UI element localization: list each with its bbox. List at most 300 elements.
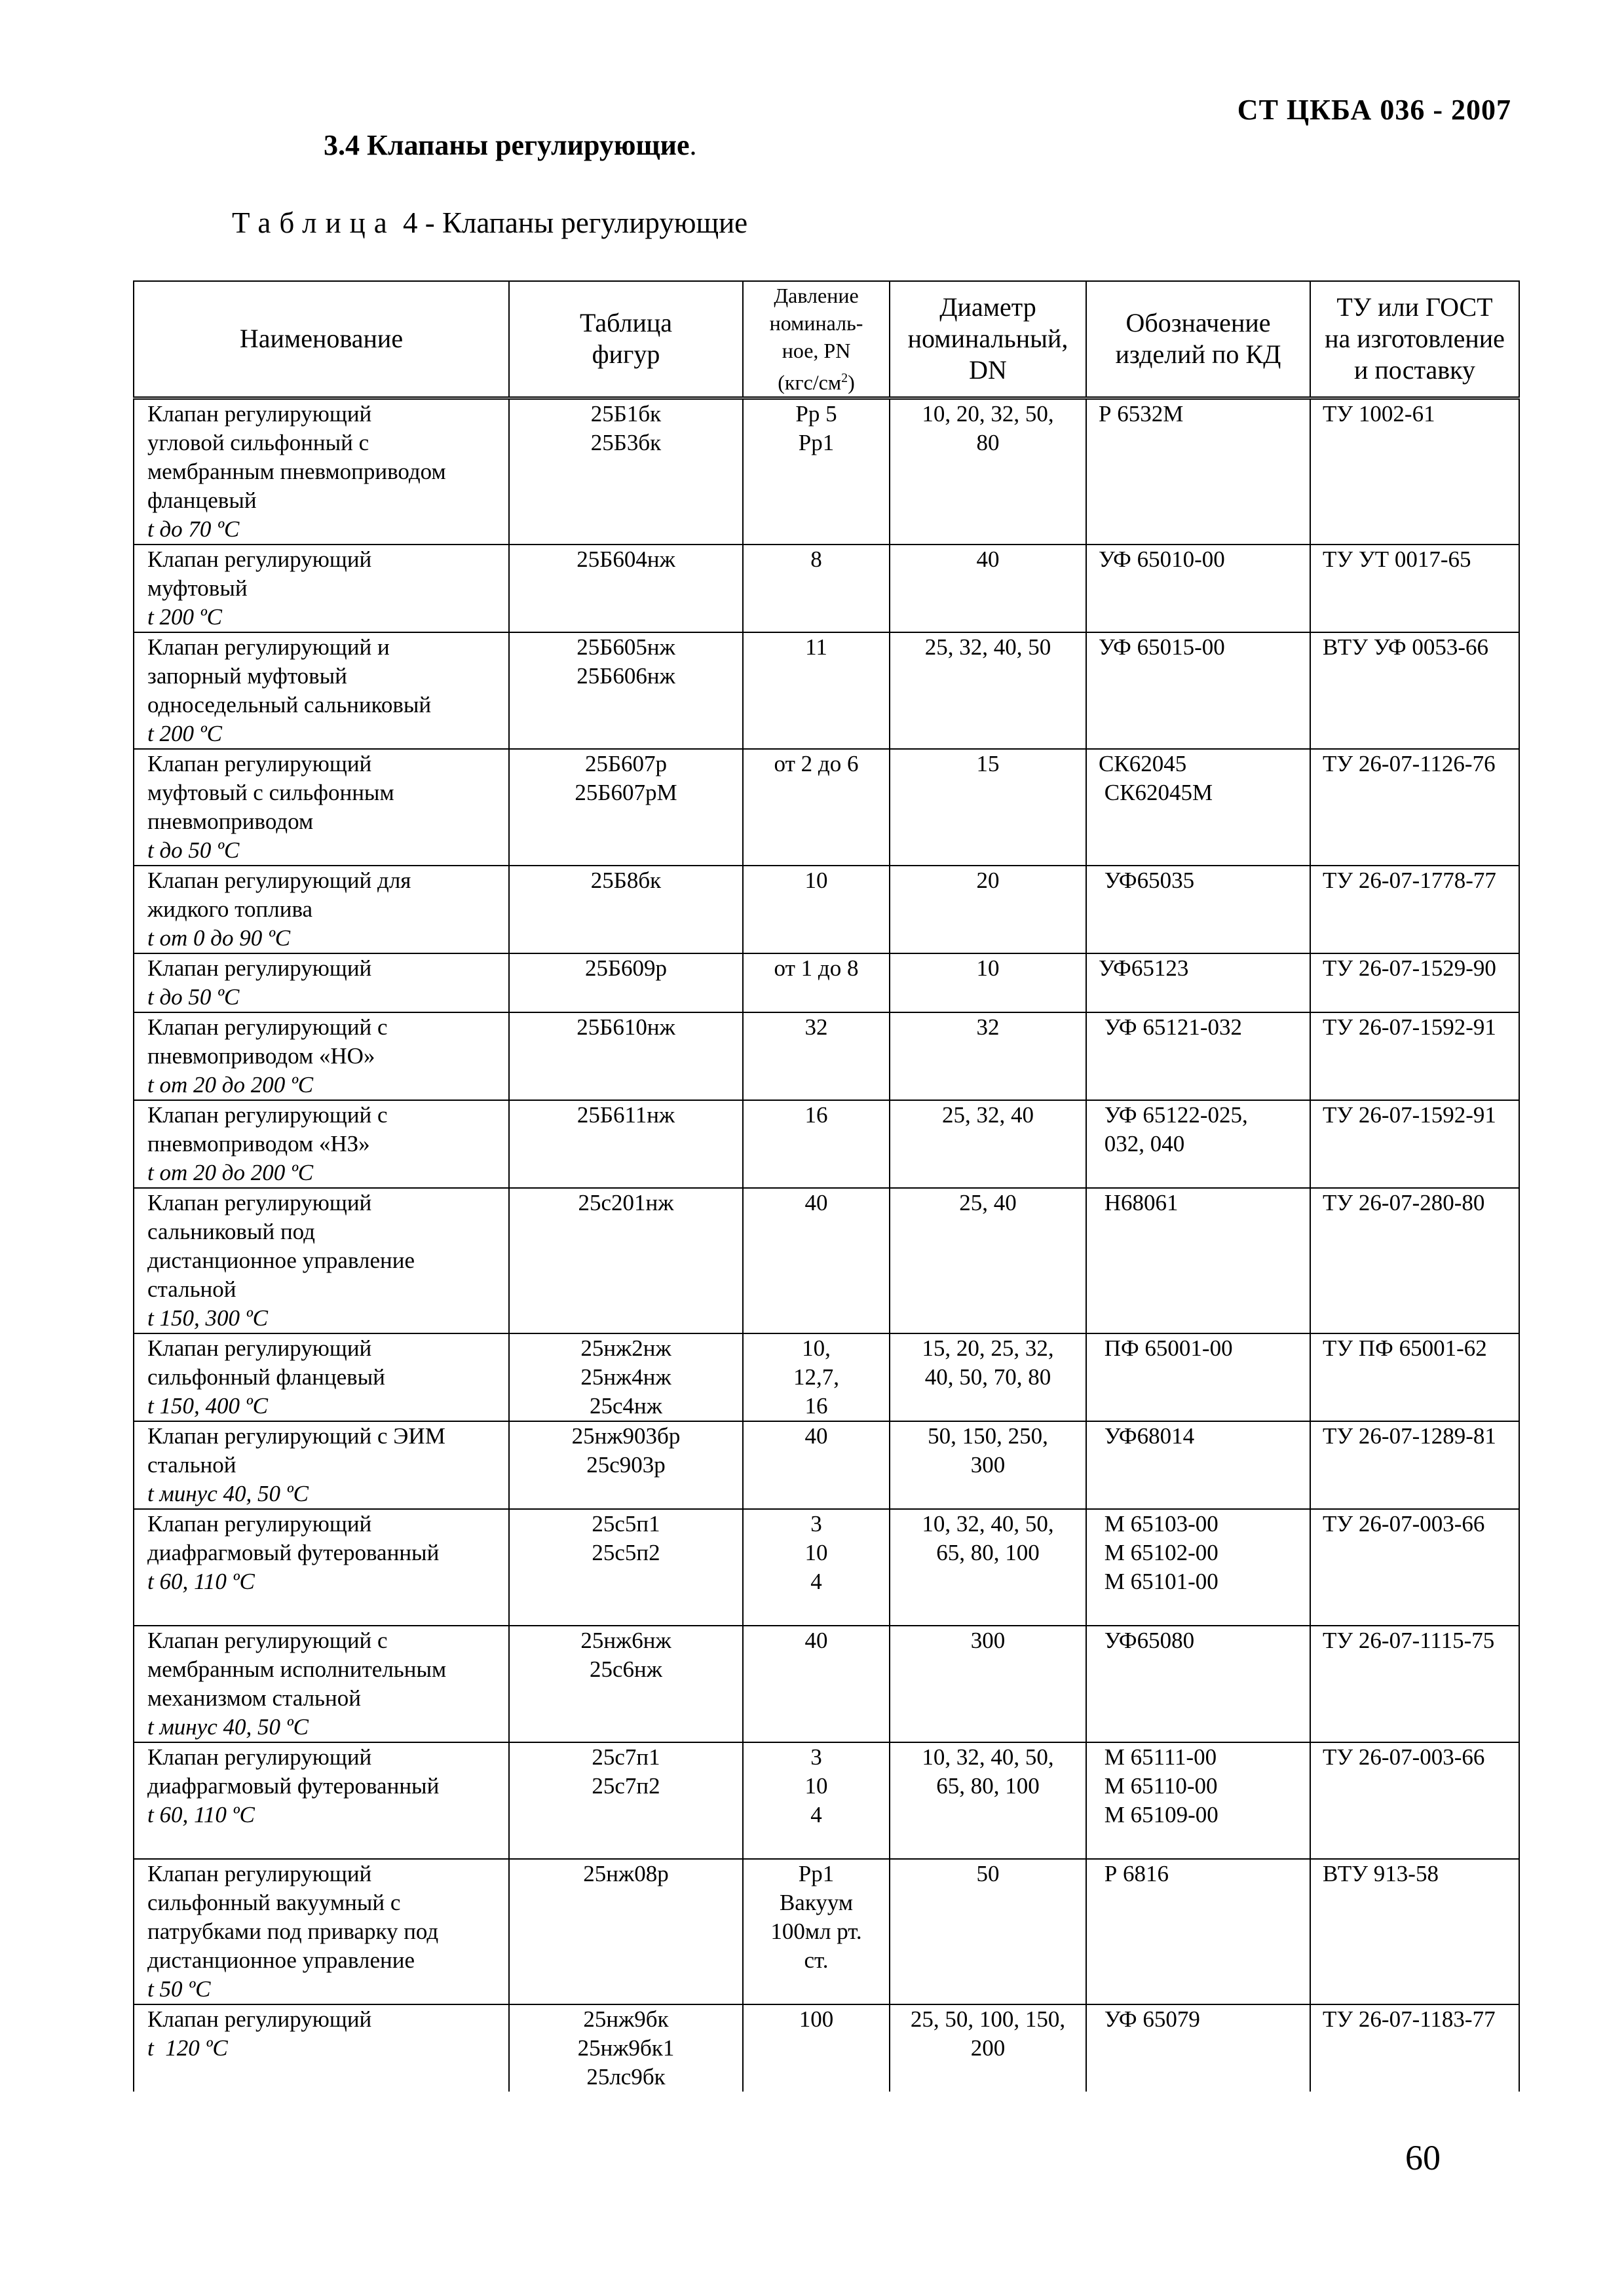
cell-figures: [509, 2004, 743, 2092]
cell-name-line: жидкого топлива: [147, 896, 313, 922]
cell-standard: [1310, 1012, 1519, 1100]
cell-standard-line: ТУ 1002-61: [1323, 400, 1435, 427]
cell-diameter-line: 25, 32, 40, 50: [924, 634, 1051, 660]
cell-pressure: [743, 1626, 890, 1742]
cell-standard-line: ТУ 26-07-1592-91: [1323, 1101, 1496, 1128]
cell-temperature: t до 50 ºС: [147, 837, 240, 863]
cell-designation-line: СК62045: [1099, 750, 1187, 776]
cell-pressure: [743, 1859, 890, 2004]
cell-standard: [1310, 1742, 1519, 1859]
cell-name-line: Клапан регулирующий: [147, 955, 372, 981]
cell-pressure-line: 100мл рт.: [770, 1918, 862, 1944]
cell-name-line: муфтовый: [147, 575, 248, 601]
cell-designation: [1086, 1859, 1310, 2004]
cell-standard: [1310, 1333, 1519, 1421]
cell-figures: [509, 1012, 743, 1100]
unit-base: (кгс/см: [778, 370, 842, 394]
table-row: [134, 1509, 1519, 1626]
cell-figures-line: 25с6нж: [590, 1656, 662, 1682]
cell-name-line: Клапан регулирующий: [147, 2006, 372, 2032]
table-row: [134, 632, 1519, 749]
cell-standard: [1310, 398, 1519, 545]
cell-pressure-line: 12,7,: [793, 1364, 839, 1390]
cell-designation-line: Р 6532М: [1099, 400, 1184, 427]
cell-diameter-line: 15, 20, 25, 32,: [922, 1335, 1054, 1361]
cell-designation: [1086, 1012, 1310, 1100]
cell-pressure-line: 10: [804, 867, 828, 893]
cell-figures-line: 25нж6нж: [580, 1627, 671, 1653]
section-title-text: 3.4 Клапаны регулирующие: [324, 129, 690, 161]
cell-pressure-line: 10: [804, 1539, 828, 1565]
header-standard-line: ТУ или ГОСТ: [1336, 292, 1493, 322]
cell-name-line: мембранным исполнительным: [147, 1656, 447, 1682]
cell-figures: [509, 398, 743, 545]
cell-figures-line: 25Б607р: [584, 750, 668, 776]
cell-pressure-line: 3: [810, 1744, 822, 1770]
cell-name-line: запорный муфтовый: [147, 662, 347, 689]
cell-figures-line: 25нж2нж: [580, 1335, 671, 1361]
cell-standard: [1310, 749, 1519, 866]
cell-diameter-line: 15: [976, 750, 1000, 776]
cell-name-line: односедельный сальниковый: [147, 691, 432, 718]
cell-diameter-line: 40: [976, 546, 1000, 572]
cell-pressure: [743, 545, 890, 632]
cell-name-line: сильфонный фланцевый: [147, 1364, 385, 1390]
header-standard-line: и поставку: [1353, 355, 1476, 385]
cell-designation: [1086, 866, 1310, 953]
cell-diameter-line: 80: [976, 429, 1000, 455]
cell-standard: [1310, 866, 1519, 953]
cell-designation: [1086, 1333, 1310, 1421]
cell-designation-line: М 65110-00: [1099, 1772, 1218, 1799]
cell-name-line: пневмоприводом «НО»: [147, 1043, 375, 1069]
cell-designation-line: М 65109-00: [1099, 1801, 1218, 1827]
section-title: [324, 128, 697, 162]
cell-diameter-line: 25, 32, 40: [942, 1101, 1034, 1128]
cell-diameter: [890, 1012, 1086, 1100]
cell-name: [134, 1333, 509, 1421]
cell-diameter: [890, 1188, 1086, 1333]
cell-name-line: Клапан регулирующий: [147, 1860, 372, 1886]
cell-diameter-line: 300: [970, 1451, 1006, 1478]
cell-figures: [509, 866, 743, 953]
cell-designation: [1086, 2004, 1310, 2092]
header-name-text: Наименование: [239, 324, 404, 354]
cell-diameter: [890, 1509, 1086, 1626]
table-row: [134, 1012, 1519, 1100]
cell-designation-line: 032, 040: [1099, 1130, 1185, 1157]
cell-temperature: t 60, 110 ºС: [147, 1568, 255, 1594]
cell-temperature: t 50 ºС: [147, 1976, 211, 2002]
cell-pressure: [743, 1333, 890, 1421]
cell-pressure: [743, 632, 890, 749]
cell-pressure: [743, 1012, 890, 1100]
cell-standard: [1310, 2004, 1519, 2092]
cell-name-line: стальной: [147, 1451, 236, 1478]
cell-temperature: t 120 ºС: [147, 2035, 228, 2061]
cell-designation: [1086, 1421, 1310, 1509]
cell-pressure-line: 4: [810, 1568, 822, 1594]
cell-name-line: угловой сильфонный с: [147, 429, 369, 455]
cell-pressure-line: 100: [799, 2006, 834, 2032]
cell-figures: [509, 1188, 743, 1333]
unit-close: ): [848, 370, 855, 394]
cell-pressure-line: 40: [804, 1627, 828, 1653]
cell-pressure: [743, 953, 890, 1012]
cell-diameter-line: 65, 80, 100: [936, 1539, 1040, 1565]
header-figures: [509, 281, 743, 398]
cell-temperature: t до 70 ºС: [147, 516, 240, 542]
cell-pressure-line: 3: [810, 1510, 822, 1537]
cell-figures-line: 25с5п2: [592, 1539, 660, 1565]
cell-standard-line: ТУ 26-07-1289-81: [1323, 1423, 1496, 1449]
valves-table: [133, 280, 1520, 2092]
header-figures-line: Таблица: [579, 308, 673, 338]
cell-figures: [509, 953, 743, 1012]
cell-designation: [1086, 1742, 1310, 1859]
cell-temperature: t 150, 300 ºС: [147, 1305, 268, 1331]
cell-name-line: пневмоприводом «НЗ»: [147, 1130, 370, 1157]
cell-name: [134, 1188, 509, 1333]
cell-designation-line: УФ 65121-032: [1099, 1014, 1242, 1040]
cell-figures: [509, 1333, 743, 1421]
page-number: 60: [1405, 2138, 1441, 2177]
table-row: [134, 1626, 1519, 1742]
cell-standard: [1310, 1509, 1519, 1626]
cell-name: [134, 749, 509, 866]
cell-figures-line: 25Б605нж: [576, 634, 675, 660]
cell-pressure: [743, 1742, 890, 1859]
cell-diameter-line: 32: [976, 1014, 1000, 1040]
header-standard: [1310, 281, 1519, 398]
cell-name: [134, 1859, 509, 2004]
header-diameter-line: Диаметр: [939, 292, 1036, 322]
cell-designation-line: М 65102-00: [1099, 1539, 1218, 1565]
cell-standard-line: ВТУ 913-58: [1323, 1860, 1439, 1886]
cell-designation-line: УФ68014: [1099, 1423, 1195, 1449]
cell-name: [134, 1012, 509, 1100]
cell-pressure: [743, 2004, 890, 2092]
cell-figures-line: 25Б1бк: [590, 400, 662, 427]
header-standard-line: на изготовление: [1325, 324, 1505, 354]
cell-name: [134, 632, 509, 749]
cell-name-line: дистанционное управление: [147, 1247, 415, 1273]
cell-name: [134, 2004, 509, 2092]
cell-name-line: фланцевый: [147, 487, 257, 513]
cell-name: [134, 1626, 509, 1742]
header-pressure-line: номиналь-: [769, 311, 863, 335]
cell-standard: [1310, 1859, 1519, 2004]
cell-designation: [1086, 1626, 1310, 1742]
cell-name-line: Клапан регулирующий с: [147, 1101, 388, 1128]
header-diameter: [890, 281, 1086, 398]
cell-pressure: [743, 866, 890, 953]
cell-name-line: Клапан регулирующий и: [147, 634, 390, 660]
cell-diameter: [890, 398, 1086, 545]
cell-name: [134, 1742, 509, 1859]
cell-pressure-line: 32: [804, 1014, 828, 1040]
cell-figures: [509, 1742, 743, 1859]
cell-name: [134, 866, 509, 953]
cell-diameter: [890, 1859, 1086, 2004]
cell-name-line: муфтовый с сильфонным: [147, 779, 394, 805]
cell-standard-line: ТУ УТ 0017-65: [1323, 546, 1471, 572]
cell-figures-line: 25с7п1: [592, 1744, 660, 1770]
cell-standard-line: ТУ 26-07-1115-75: [1323, 1627, 1495, 1653]
cell-diameter: [890, 545, 1086, 632]
cell-designation: [1086, 749, 1310, 866]
cell-pressure: [743, 749, 890, 866]
cell-designation-line: УФ 65010-00: [1099, 546, 1225, 572]
section-title-dot: .: [689, 129, 697, 161]
cell-name-line: пневмоприводом: [147, 808, 314, 834]
cell-temperature: t 150, 400 ºС: [147, 1392, 268, 1419]
cell-pressure-line: 11: [805, 634, 827, 660]
cell-diameter-line: 25, 50, 100, 150,: [910, 2006, 1066, 2032]
cell-pressure: [743, 1100, 890, 1188]
cell-designation-line: М 65111-00: [1099, 1744, 1217, 1770]
cell-figures-line: 25Б604нж: [576, 546, 675, 572]
cell-pressure-line: 40: [804, 1423, 828, 1449]
cell-standard: [1310, 1188, 1519, 1333]
header-pressure-line: Давление: [774, 284, 859, 307]
header-figures-line: фигур: [592, 339, 660, 370]
cell-figures-line: 25Б609р: [584, 955, 668, 981]
cell-designation: [1086, 1188, 1310, 1333]
cell-figures: [509, 1421, 743, 1509]
cell-name-line: Клапан регулирующий: [147, 546, 372, 572]
cell-temperature: t 60, 110 ºС: [147, 1801, 255, 1827]
table-caption-word: Таблица: [232, 206, 396, 239]
cell-figures-line: 25с5п1: [592, 1510, 660, 1537]
cell-name: [134, 545, 509, 632]
cell-figures-line: 25нж08р: [583, 1860, 669, 1886]
cell-figures-line: 25с903р: [586, 1451, 666, 1478]
cell-figures-line: 25Б8бк: [590, 867, 662, 893]
table-row: [134, 2004, 1519, 2092]
cell-name-line: Клапан регулирующий: [147, 400, 372, 427]
header-diameter-line: номинальный,: [907, 324, 1068, 354]
table-row: [134, 1188, 1519, 1333]
cell-name: [134, 1100, 509, 1188]
cell-standard-line: ТУ 26-07-003-66: [1323, 1510, 1485, 1537]
cell-diameter: [890, 1742, 1086, 1859]
document-code: СТ ЦКБА 036 - 2007: [1237, 94, 1511, 126]
cell-designation-line: ПФ 65001-00: [1099, 1335, 1233, 1361]
cell-diameter: [890, 1421, 1086, 1509]
cell-pressure-line: 40: [804, 1189, 828, 1215]
cell-temperature: t от 20 до 200 ºС: [147, 1159, 314, 1185]
cell-name-line: Клапан регулирующий: [147, 1744, 372, 1770]
cell-name: [134, 1509, 509, 1626]
cell-diameter-line: 10: [976, 955, 1000, 981]
cell-pressure-line: 8: [810, 546, 822, 572]
cell-designation: [1086, 953, 1310, 1012]
cell-pressure-line: 16: [804, 1392, 828, 1419]
table-caption-rest: 4 - Клапаны регулирующие: [395, 206, 748, 239]
cell-pressure-line: 4: [810, 1801, 822, 1827]
cell-figures: [509, 545, 743, 632]
cell-diameter: [890, 632, 1086, 749]
header-designation-line: Обозначение: [1125, 308, 1271, 338]
cell-standard-line: ТУ 26-07-003-66: [1323, 1744, 1485, 1770]
cell-diameter-line: 25, 40: [959, 1189, 1017, 1215]
table-row: [134, 749, 1519, 866]
cell-diameter-line: 20: [976, 867, 1000, 893]
cell-name-line: сильфонный вакуумный с: [147, 1889, 401, 1915]
cell-name-line: Клапан регулирующий: [147, 1510, 372, 1537]
cell-diameter-line: 300: [970, 1627, 1006, 1653]
cell-pressure: [743, 1421, 890, 1509]
cell-pressure: [743, 1188, 890, 1333]
cell-designation-line: УФ 65122-025,: [1099, 1101, 1248, 1128]
cell-figures-line: 25Б610нж: [576, 1014, 675, 1040]
cell-name-line: Клапан регулирующий: [147, 750, 372, 776]
cell-temperature: t от 20 до 200 ºС: [147, 1071, 314, 1098]
cell-standard: [1310, 1100, 1519, 1188]
cell-designation-line: УФ 65079: [1099, 2006, 1200, 2032]
unit-exponent: 2: [841, 371, 848, 385]
cell-designation-line: УФ 65015-00: [1099, 634, 1225, 660]
cell-figures-line: 25с201нж: [578, 1189, 674, 1215]
cell-diameter: [890, 2004, 1086, 2092]
cell-diameter-line: 50, 150, 250,: [928, 1423, 1048, 1449]
cell-designation-line: Н68061: [1099, 1189, 1179, 1215]
cell-name-line: стальной: [147, 1276, 236, 1302]
cell-designation: [1086, 1509, 1310, 1626]
cell-designation: [1086, 632, 1310, 749]
table-row: [134, 953, 1519, 1012]
table-row: [134, 1333, 1519, 1421]
table-row: [134, 1100, 1519, 1188]
cell-name-line: Клапан регулирующий: [147, 1335, 372, 1361]
cell-standard-line: ТУ 26-07-280-80: [1323, 1189, 1485, 1215]
cell-pressure-line: от 1 до 8: [774, 955, 859, 981]
cell-diameter-line: 50: [976, 1860, 1000, 1886]
cell-diameter-line: 10, 20, 32, 50,: [922, 400, 1054, 427]
cell-designation-line: М 65103-00: [1099, 1510, 1218, 1537]
cell-name-line: мембранным пневмоприводом: [147, 458, 446, 484]
cell-diameter: [890, 1333, 1086, 1421]
cell-temperature: t 200 ºС: [147, 603, 222, 630]
cell-name-line: механизмом стальной: [147, 1685, 361, 1711]
cell-figures: [509, 1859, 743, 2004]
cell-designation-line: Р 6816: [1099, 1860, 1169, 1886]
cell-designation-line: СК62045М: [1099, 779, 1213, 805]
table-body: [134, 398, 1519, 2092]
header-name: [134, 281, 509, 398]
cell-figures: [509, 632, 743, 749]
table-row: [134, 545, 1519, 632]
cell-standard-line: ВТУ УФ 0053-66: [1323, 634, 1489, 660]
cell-figures-line: 25нж9бк: [583, 2006, 669, 2032]
cell-temperature: t минус 40, 50 ºС: [147, 1480, 309, 1506]
cell-diameter-line: 65, 80, 100: [936, 1772, 1040, 1799]
cell-name-line: патрубками под приварку под: [147, 1918, 439, 1944]
cell-standard: [1310, 953, 1519, 1012]
cell-figures-line: 25Б3бк: [590, 429, 662, 455]
cell-standard: [1310, 1626, 1519, 1742]
cell-name-line: Клапан регулирующий: [147, 1189, 372, 1215]
cell-standard-line: ТУ 26-07-1183-77: [1323, 2006, 1496, 2032]
cell-name: [134, 1421, 509, 1509]
cell-standard: [1310, 545, 1519, 632]
cell-standard-line: ТУ 26-07-1126-76: [1323, 750, 1496, 776]
cell-name-line: дистанционное управление: [147, 1947, 415, 1973]
cell-name: [134, 398, 509, 545]
cell-designation: [1086, 1100, 1310, 1188]
header-designation-line: изделий по КД: [1115, 339, 1281, 370]
cell-standard: [1310, 632, 1519, 749]
cell-standard-line: ТУ ПФ 65001-62: [1323, 1335, 1487, 1361]
cell-pressure: [743, 1509, 890, 1626]
cell-name-line: Клапан регулирующий с: [147, 1627, 388, 1653]
cell-standard: [1310, 1421, 1519, 1509]
cell-name-line: Клапан регулирующий для: [147, 867, 411, 893]
table-caption: [232, 206, 747, 240]
cell-pressure-line: 10,: [802, 1335, 831, 1361]
cell-temperature: t от 0 до 90 ºС: [147, 925, 291, 951]
cell-figures-line: 25с7п2: [592, 1772, 660, 1799]
cell-diameter: [890, 1626, 1086, 1742]
cell-diameter: [890, 749, 1086, 866]
header-pressure-unit: [747, 364, 885, 396]
cell-figures-line: 25Б606нж: [576, 662, 675, 689]
cell-pressure-line: Рр 5: [795, 400, 837, 427]
cell-pressure-line: от 2 до 6: [774, 750, 859, 776]
cell-figures-line: 25лс9бк: [586, 2063, 666, 2090]
table-row: [134, 1859, 1519, 2004]
header-diameter-line: DN: [969, 355, 1007, 385]
cell-figures-line: 25нж4нж: [580, 1364, 671, 1390]
header-designation: [1086, 281, 1310, 398]
table-row: [134, 1742, 1519, 1859]
valves-table-container: [133, 280, 1519, 2090]
cell-figures-line: 25нж9бк1: [577, 2035, 675, 2061]
cell-name-line: диафрагмовый футерованный: [147, 1539, 440, 1565]
cell-figures: [509, 749, 743, 866]
cell-standard-line: ТУ 26-07-1529-90: [1323, 955, 1496, 981]
cell-temperature: t 200 ºС: [147, 720, 222, 746]
cell-diameter-line: 40, 50, 70, 80: [924, 1364, 1051, 1390]
cell-temperature: t до 50 ºС: [147, 984, 240, 1010]
cell-pressure-line: ст.: [804, 1947, 829, 1973]
header-pressure: [743, 281, 890, 398]
cell-pressure-line: Рр1: [798, 1860, 835, 1886]
cell-designation-line: М 65101-00: [1099, 1568, 1218, 1594]
cell-diameter: [890, 866, 1086, 953]
cell-designation-line: УФ65080: [1099, 1627, 1195, 1653]
cell-standard-line: ТУ 26-07-1592-91: [1323, 1014, 1496, 1040]
cell-pressure: [743, 398, 890, 545]
cell-diameter-line: 10, 32, 40, 50,: [922, 1510, 1054, 1537]
cell-diameter: [890, 953, 1086, 1012]
cell-designation: [1086, 398, 1310, 545]
table-row: [134, 1421, 1519, 1509]
table-row: [134, 866, 1519, 953]
header-pressure-line: ное, PN: [782, 339, 851, 362]
table-row: [134, 398, 1519, 545]
cell-figures-line: 25Б611нж: [576, 1101, 675, 1128]
cell-designation-line: УФ65123: [1099, 955, 1189, 981]
cell-diameter-line: 10, 32, 40, 50,: [922, 1744, 1054, 1770]
cell-pressure-line: 10: [804, 1772, 828, 1799]
cell-figures-line: 25нж903бр: [571, 1423, 681, 1449]
cell-figures: [509, 1509, 743, 1626]
cell-name-line: диафрагмовый футерованный: [147, 1772, 440, 1799]
cell-pressure-line: Вакуум: [779, 1889, 854, 1915]
cell-standard-line: ТУ 26-07-1778-77: [1323, 867, 1496, 893]
